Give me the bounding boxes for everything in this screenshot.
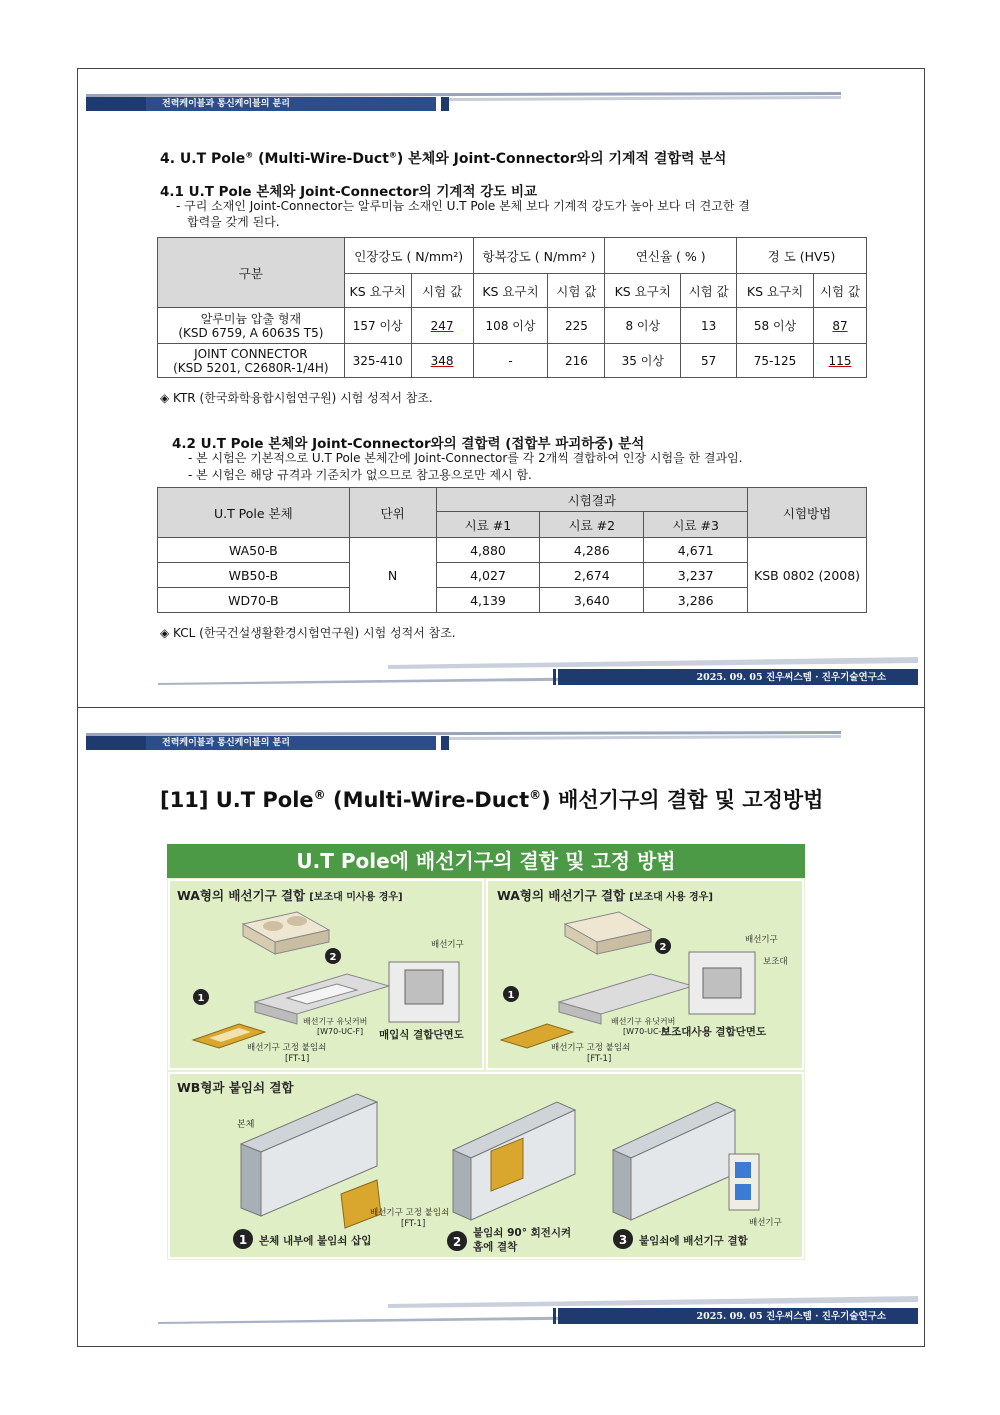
th-result: 시험결과	[436, 488, 748, 512]
section-4-heading: 4. U.T Pole® (Multi-Wire-Duct®) 본체와 Joint-Connector와의 기계적 결합력 분석	[160, 150, 727, 167]
cell: 247	[411, 308, 473, 344]
svg-text:2: 2	[452, 1235, 462, 1249]
th-hardness: 경 도 (HV5)	[737, 238, 867, 274]
th-sample-2: 시료 #2	[540, 512, 644, 538]
reference-kcl: ◈ KCL (한국건설생활환경시험연구원) 시험 성적서 참조.	[160, 626, 456, 640]
th-unit: 단위	[349, 488, 436, 538]
th-test: 시험 값	[548, 274, 605, 308]
label-cover-2: [W70-UC-F]	[623, 1027, 670, 1036]
cell: 35 이상	[605, 344, 681, 378]
wa2-sub: [보조대 사용 경우]	[629, 892, 713, 903]
cell: 13	[681, 308, 737, 344]
svg-text:1: 1	[507, 990, 515, 1001]
wb-step-2a: 붙임쇠 90° 회전시켜	[473, 1227, 572, 1239]
cell: 325-410	[344, 344, 411, 378]
th-test: 시험 값	[681, 274, 737, 308]
table-row	[158, 538, 867, 563]
label-aux: 보조대	[763, 957, 788, 967]
cell: 8 이상	[605, 308, 681, 344]
cell: 4,880	[436, 538, 540, 563]
label-cover-2: [W70-UC-F]	[317, 1027, 364, 1036]
svg-text:3: 3	[618, 1233, 628, 1247]
th-test: 시험 값	[814, 274, 867, 308]
cell: 157 이상	[344, 308, 411, 344]
label-device-wb: 배선기구	[749, 1218, 782, 1228]
label-cover-1: 배선기구 유닛커버	[611, 1017, 676, 1026]
label-cover-1: 배선기구 유닛커버	[303, 1017, 368, 1026]
wa2-title: WA형의 배선기구 결합	[497, 888, 626, 903]
wa1-sub: [보조대 미사용 경우]	[309, 892, 403, 903]
table-row	[158, 344, 867, 378]
svg-text:2: 2	[329, 952, 337, 963]
cell: 216	[548, 344, 605, 378]
section-4-1-note-line1: - 구리 소재인 Joint-Connector는 알루미늄 소재인 U.T Pole 본체 보다 기계적 강도가 높아 보다 더 견고한 결	[176, 199, 750, 213]
th-method: 시험방법	[748, 488, 867, 538]
cell: 225	[548, 308, 605, 344]
label-fix-1: 배선기구 고정 붙임쇠	[551, 1043, 631, 1053]
header-band-text: 전력케이블과 통신케이블의 분리	[162, 99, 290, 109]
svg-text:1: 1	[238, 1233, 248, 1247]
strength-comparison-table	[157, 237, 867, 378]
cell: WB50-B	[158, 563, 350, 588]
document-page-2	[77, 707, 925, 1347]
label-fix-2: [FT-1]	[587, 1054, 612, 1064]
wb-title: WB형과 붙임쇠 결합	[177, 1080, 294, 1095]
cell: 4,027	[436, 563, 540, 588]
embedded-section-icon	[389, 962, 459, 1022]
section-4-2-title: 4.2 U.T Pole 본체와 Joint-Connector와의 결합력 (접합부 파괴하중) 분석	[172, 436, 645, 452]
cell: 3,237	[644, 563, 748, 588]
cell: 108 이상	[473, 308, 548, 344]
joint-strength-table	[157, 487, 867, 613]
cell: -	[473, 344, 548, 378]
section-4-2-note-line1: - 본 시험은 기본적으로 U.T Pole 본체간에 Joint-Connector를 각 2개씩 결합하여 인장 시험을 한 결과임.	[188, 451, 743, 465]
cell-unit: N	[349, 538, 436, 613]
header-band-text: 전력케이블과 통신케이블의 분리	[162, 738, 290, 748]
th-ks: KS 요구치	[473, 274, 548, 308]
wiring-device-installation-figure	[167, 844, 805, 1260]
th-ks: KS 요구치	[344, 274, 411, 308]
th-ks: KS 요구치	[605, 274, 681, 308]
wb-step-3: 붙임쇠에 배선기구 결합	[639, 1235, 748, 1247]
figure-banner: U.T Pole에 배선기구의 결합 및 고정 방법	[296, 849, 676, 873]
cell: 4,671	[644, 538, 748, 563]
footer-text: 2025. 09. 05 진우씨스템 · 진우기술연구소	[696, 672, 886, 683]
cell: 3,286	[644, 588, 748, 613]
label-device-1: 배선기구	[431, 940, 464, 950]
wa1-title: WA형의 배선기구 결합	[177, 888, 306, 903]
table-row	[158, 308, 867, 344]
row-name-joint-connector: JOINT CONNECTOR (KSD 5201, C2680R-1/4H)	[158, 344, 345, 378]
th-body: U.T Pole 본체	[158, 488, 350, 538]
label-device-2: 배선기구	[745, 935, 778, 945]
row-name-aluminum: 알루미늄 압출 형재 (KSD 6759, A 6063S T5)	[158, 308, 345, 344]
reference-ktr: ◈ KTR (한국화학융합시험연구원) 시험 성적서 참조.	[160, 391, 433, 405]
wb-step-2b: 홈에 결착	[473, 1241, 518, 1253]
footer-text: 2025. 09. 05 진우씨스템 · 진우기술연구소	[696, 1311, 886, 1322]
th-gubun: 구분	[158, 238, 345, 308]
document-page-1	[77, 68, 925, 708]
th-tensile: 인장강도 ( N/mm²)	[344, 238, 473, 274]
label-body: 본체	[237, 1120, 255, 1130]
svg-text:2: 2	[659, 942, 667, 953]
label-fix-wb-1: 배선기구 고정 붙임쇠	[370, 1208, 450, 1218]
cell: 58 이상	[737, 308, 814, 344]
svg-text:1: 1	[197, 993, 205, 1004]
th-test: 시험 값	[411, 274, 473, 308]
label-embedded-section: 매입식 결합단면도	[379, 1029, 464, 1041]
cell: WD70-B	[158, 588, 350, 613]
section-4-2-note-line2: - 본 시험은 해당 규격과 기준치가 없으므로 참고용으로만 제시 함.	[188, 468, 532, 482]
th-sample-1: 시료 #1	[436, 512, 540, 538]
section-4-1-title: 4.1 U.T Pole 본체와 Joint-Connector의 기계적 강도 비교	[160, 184, 538, 200]
cell: 57	[681, 344, 737, 378]
cell: 115	[814, 344, 867, 378]
th-sample-3: 시료 #3	[644, 512, 748, 538]
cell: 2,674	[540, 563, 644, 588]
wb-step-1: 본체 내부에 붙임쇠 삽입	[259, 1235, 372, 1247]
cell: 87	[814, 308, 867, 344]
cell-method: KSB 0802 (2008)	[748, 538, 867, 613]
label-fix-1: 배선기구 고정 붙임쇠	[247, 1043, 327, 1053]
cell: 3,640	[540, 588, 644, 613]
section-4-1-note-line2: 합력을 갖게 된다.	[187, 215, 280, 229]
cell: 4,139	[436, 588, 540, 613]
page-title: [11] U.T Pole® (Multi-Wire-Duct®) 배선기구의 결합 및 고정방법	[160, 788, 824, 812]
cell: 75-125	[737, 344, 814, 378]
cell: WA50-B	[158, 538, 350, 563]
th-elongation: 연신율 ( % )	[605, 238, 737, 274]
label-fix-2: [FT-1]	[285, 1054, 310, 1064]
label-aux-section: 보조대사용 결합단면도	[661, 1026, 767, 1038]
cell: 4,286	[540, 538, 644, 563]
label-fix-wb-2: [FT-1]	[401, 1219, 426, 1229]
th-yield: 항복강도 ( N/mm² )	[473, 238, 605, 274]
cell: 348	[411, 344, 473, 378]
aux-section-icon	[689, 952, 755, 1014]
th-ks: KS 요구치	[737, 274, 814, 308]
